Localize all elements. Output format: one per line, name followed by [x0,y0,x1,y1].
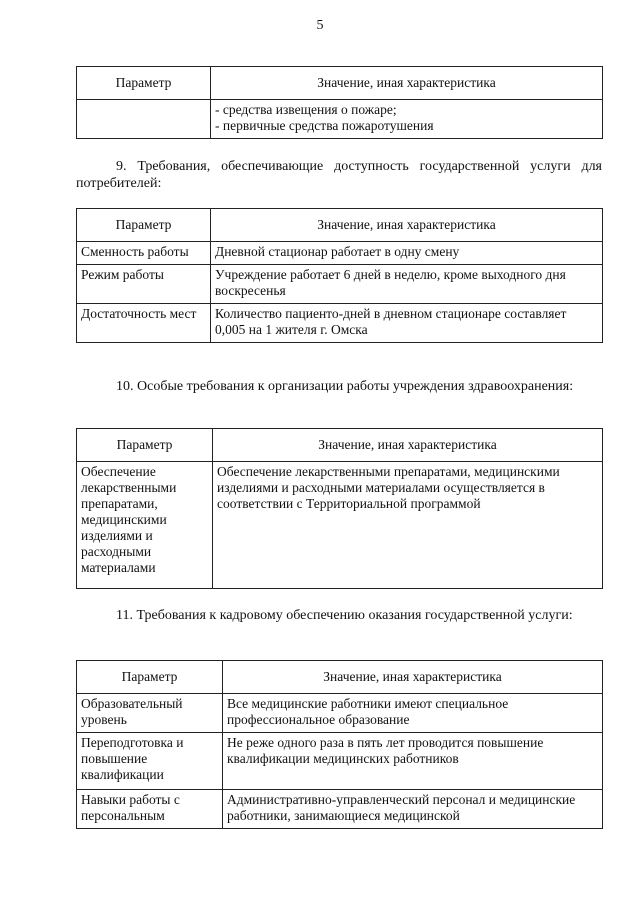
table-row [77,733,603,790]
section-10-heading: 10. Особые требования к организации работы учреждения здравоохранения: [116,379,574,394]
header-value: Значение, иная характеристика [213,429,603,462]
value-cell: Не реже одного раза в пять лет проводится повышение квалификации медицинских работников [223,733,603,790]
value-cell: Количество пациенто-дней в дневном стационаре составляет 0,005 на 1 жителя г. Омска [211,304,603,343]
list-item: - средства извещения о пожаре; [215,102,397,117]
value-cell: Учреждение работает 6 дней в неделю, кроме выходного дня воскресенья [211,265,603,304]
table-row [77,304,603,343]
table-header-row [77,429,603,462]
table-continued [76,66,603,139]
table-section-10 [76,428,603,589]
header-param: Параметр [77,429,213,462]
page-number: 5 [316,18,324,33]
list-item: - первичные средства пожаротушения [215,118,434,133]
param-cell: Достаточность мест [77,304,211,343]
param-cell: Навыки работы с персональным [77,790,223,829]
value-cell [211,100,603,139]
header-param: Параметр [77,661,223,694]
table-row [77,462,603,589]
header-param: Параметр [77,209,211,242]
table-row [77,790,603,829]
param-cell: Обеспечение лекарственными препаратами, медицинскими изделиями и расходными материалами [77,462,213,589]
param-cell [77,100,211,139]
param-cell: Режим работы [77,265,211,304]
table-section-9 [76,208,603,343]
param-cell: Образовательный уровень [77,694,223,733]
param-cell: Переподготовка и повышение квалификации [77,733,223,790]
table-section-11 [76,660,603,829]
header-value: Значение, иная характеристика [211,209,603,242]
table-row [77,694,603,733]
header-param: Параметр [77,67,211,100]
table-header-row [77,209,603,242]
table-row [77,100,603,139]
table-row [77,265,603,304]
table-row [77,242,603,265]
header-value: Значение, иная характеристика [211,67,603,100]
value-cell: Дневной стационар работает в одну смену [211,242,603,265]
section-9-heading: 9. Требования, обеспечивающие доступность государственной услуги для потребителей: [76,159,602,191]
value-cell: Обеспечение лекарственными препаратами, медицинскими изделиями и расходными материалами осуществляется в соответствии с Территориальной программой [213,462,603,589]
header-value: Значение, иная характеристика [223,661,603,694]
table-header-row [77,661,603,694]
section-11-heading: 11. Требования к кадровому обеспечению оказания государственной услуги: [116,608,573,623]
value-cell: Все медицинские работники имеют специальное профессиональное образование [223,694,603,733]
param-cell: Сменность работы [77,242,211,265]
value-cell: Административно-управленческий персонал и медицинские работники, занимающиеся медицинской [223,790,603,829]
table-header-row [77,67,603,100]
